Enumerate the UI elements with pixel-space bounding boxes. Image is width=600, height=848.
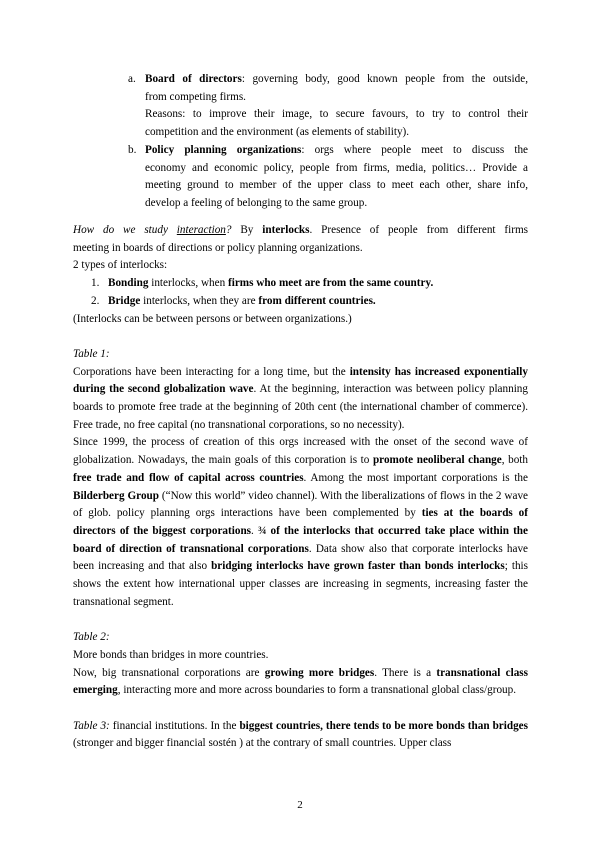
page-number: 2 <box>297 799 303 811</box>
list-item-bridge: 2. Bridge interlocks, when they are from different countries. <box>91 294 376 307</box>
table1-paragraph-1: Corporations have been interacting for a long time, but the intensity has increased exponentially during the second globalization wave. At the beginning, interaction was between policy planning boards to promote free trade at the beginning of 20th cent (the international chamber of commerce). Free trade, no free capital (no transnational corporations, so no necessity). <box>73 365 528 431</box>
table3-paragraph: Table 3: financial institutions. In the biggest countries, there tends to be more bonds than bridges (stronger and bigger financial sostén ) at the contrary of small countries. Upper class <box>73 719 528 750</box>
reasons-text: Reasons: to improve their image, to secure favours, to try to control their <box>145 108 528 121</box>
list-marker: b. <box>128 143 137 156</box>
list-item-board-of-directors: a. Board of directors: governing body, good known people from the outside, from competing firms. Reasons: to improve their image, to secure favours, to try to control their competition and the environment (as elements of stability). <box>128 73 528 139</box>
body-text: How do we study interaction? By interlocks. Presence of people from different firms meeting in boards of directions or policy planning organizations. 2 types of interlocks: 1. Bonding interlocks, when firms who meet are from the same country. 2. Bridge interlocks, when they are from different countries. (Interlocks can be between persons or between organizations.) Table 1: Corporations have been interacting for a long time, but the intensity has increased exponentially during the second globalization wave. At the beginning, interaction was between policy planning boards to promote free trade at the beginning of 20th cent (the international chamber of commerce). Free trade, no free capital (no transnational corporations, so no necessity). Since 1999, the process of creation of this orgs increased with the onset of the second wave of globalization. Nowadays, the main goals of this corporation is to promote neoliberal change, both free trade and flow of capital across countries. Among the most important corporations is the Bilderberg Group (“Now this world” video channel). With the liberalizations of flows in the 2 wave of glob. policy planning orgs interactions have been complemented by ties at the boards of directors of the biggest corporations. ¾ of the interlocks that occurred take place within the board of direction of transnational corporations. Data show also that corporate interlocks have been increasing and that also bridging interlocks have grown faster than bonds interlocks; this shows the extent how international upper classes are increasing in segments, increasing faster the transnational segment. Table 2: More bonds than bridges in more countries. Now, big transnational corporations are growing more bridges. There is a transnational class emerging, interacting more and more across boundaries to form a transnational global class/group. Table 3: financial institutions. In the biggest countries, there tends to be more bonds than bridges (stronger and bigger financial sostén ) at the contrary of small countries. Upper class <box>73 222 528 753</box>
table2-heading: Table 2: <box>73 631 110 644</box>
table2-paragraph-2: Now, big transnational corporations are growing more bridges. There is a transnational class emerging, interacting more and more across boundaries to form a transnational global class/group. <box>73 666 529 697</box>
term: Board of directors <box>145 73 242 85</box>
list-marker: a. <box>128 73 136 85</box>
table1-paragraph-2: Since 1999, the process of creation of this orgs increased with the onset of the second wave of globalization. Nowadays, the main goals of this corporation is to promote neoliberal change, both free trade and flow of capital across countries. Among the most important corporations is the Bilderberg Group (“Now this world” video channel). With the liberalizations of flows in the 2 wave of glob. policy planning orgs interactions have been complemented by ties at the boards of directors of the biggest corporations. ¾ of the interlocks that occurred take place within the board of direction of transnational corporations. Data show also that corporate interlocks have been increasing and that also bridging interlocks have grown faster than bonds interlocks; this shows the extent how international upper classes are increasing in segments, increasing faster the transnational segment. <box>73 436 529 608</box>
lettered-list <box>128 71 528 213</box>
types-heading: 2 types of interlocks: <box>73 259 168 272</box>
term: Policy planning organizations <box>145 143 302 156</box>
list-item-bonding: 1. Bonding interlocks, when firms who meet are from the same country. <box>91 277 434 290</box>
table2-paragraph-1: More bonds than bridges in more countries. <box>73 648 269 661</box>
interaction-question: How do we study interaction? By interlocks. Presence of people from different firms <box>73 224 528 236</box>
table1-heading: Table 1: <box>73 347 110 360</box>
list-item-policy-planning: b. Policy planning organizations: orgs where people meet to discuss the economy and economic policy, people from firms, media, politics… Provide a meeting ground to member of the upper class to meet each other, share info, develop a feeling of belonging to the same group. <box>128 143 528 209</box>
interlocks-note: (Interlocks can be between persons or between organizations.) <box>73 312 352 325</box>
